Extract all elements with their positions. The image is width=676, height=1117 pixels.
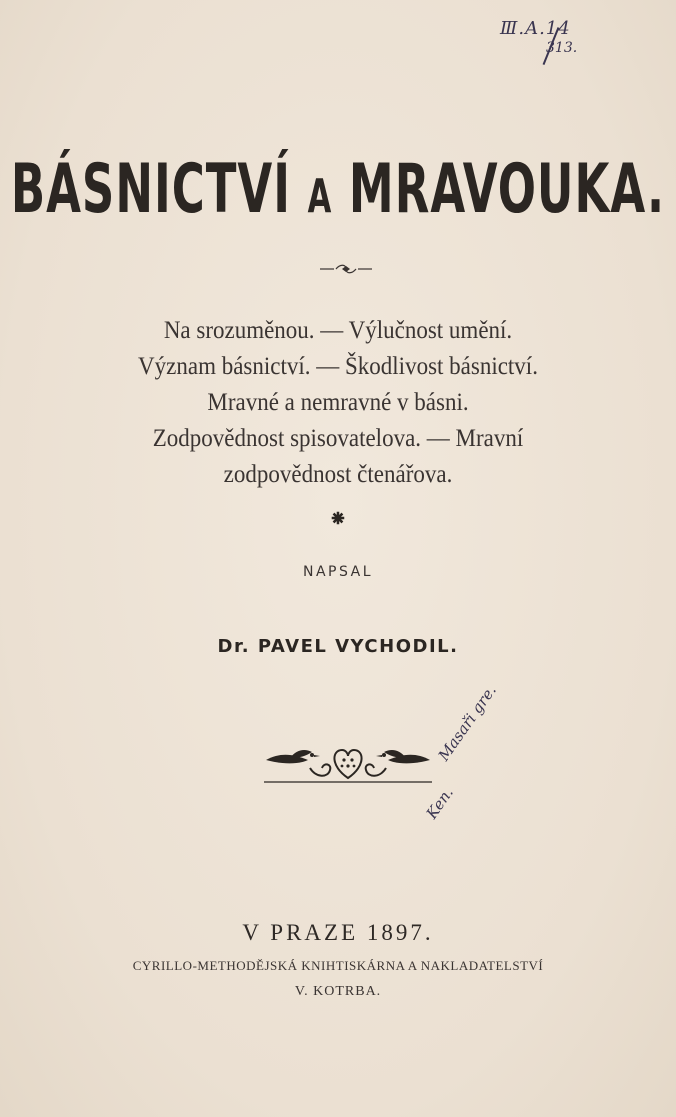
subtitle-block: [27, 313, 649, 493]
book-title: [0, 150, 676, 228]
title-part2: MRAVOUKA.: [348, 150, 666, 229]
byline-label: NAPSAL: [302, 564, 373, 580]
birds-ornament-icon: [260, 738, 436, 788]
signature-line1: Masaři gre.: [434, 681, 500, 765]
handwritten-shelfmark: [500, 18, 600, 68]
subtitle-line: zodpovědnost čtenářova.: [223, 461, 453, 488]
imprint-place-year: V PRAZE 1897.: [242, 920, 434, 945]
subtitle-line: Význam básnictví. — Škodlivost básnictví.: [138, 353, 538, 380]
shelfmark-bottom: 313.: [546, 40, 578, 56]
shelfmark-top: Ⅲ.A.14: [500, 18, 571, 39]
author-name: Dr. PAVEL VYCHODIL.: [217, 636, 459, 657]
signature-line2: Ken.: [422, 783, 457, 823]
publisher-name: V. KOTRBA.: [294, 984, 382, 999]
small-ornament-icon: [318, 262, 374, 276]
title-part1: BÁSNICTVÍ: [10, 150, 291, 229]
asterisk-icon: ⁕: [328, 506, 348, 532]
subtitle-line: Mravné a nemravné v básni.: [207, 389, 469, 416]
title-connector: A: [307, 170, 333, 225]
handwritten-signature: [420, 681, 560, 830]
subtitle-line: Na srozuměnou. — Výlučnost umění.: [163, 317, 513, 344]
subtitle-line: Zodpovědnost spisovatelova. — Mravní: [152, 425, 524, 452]
printer-name: CYRILLO-METHODĚJSKÁ KNIHTISKÁRNA A NAKLADATELSTVÍ: [132, 958, 544, 973]
